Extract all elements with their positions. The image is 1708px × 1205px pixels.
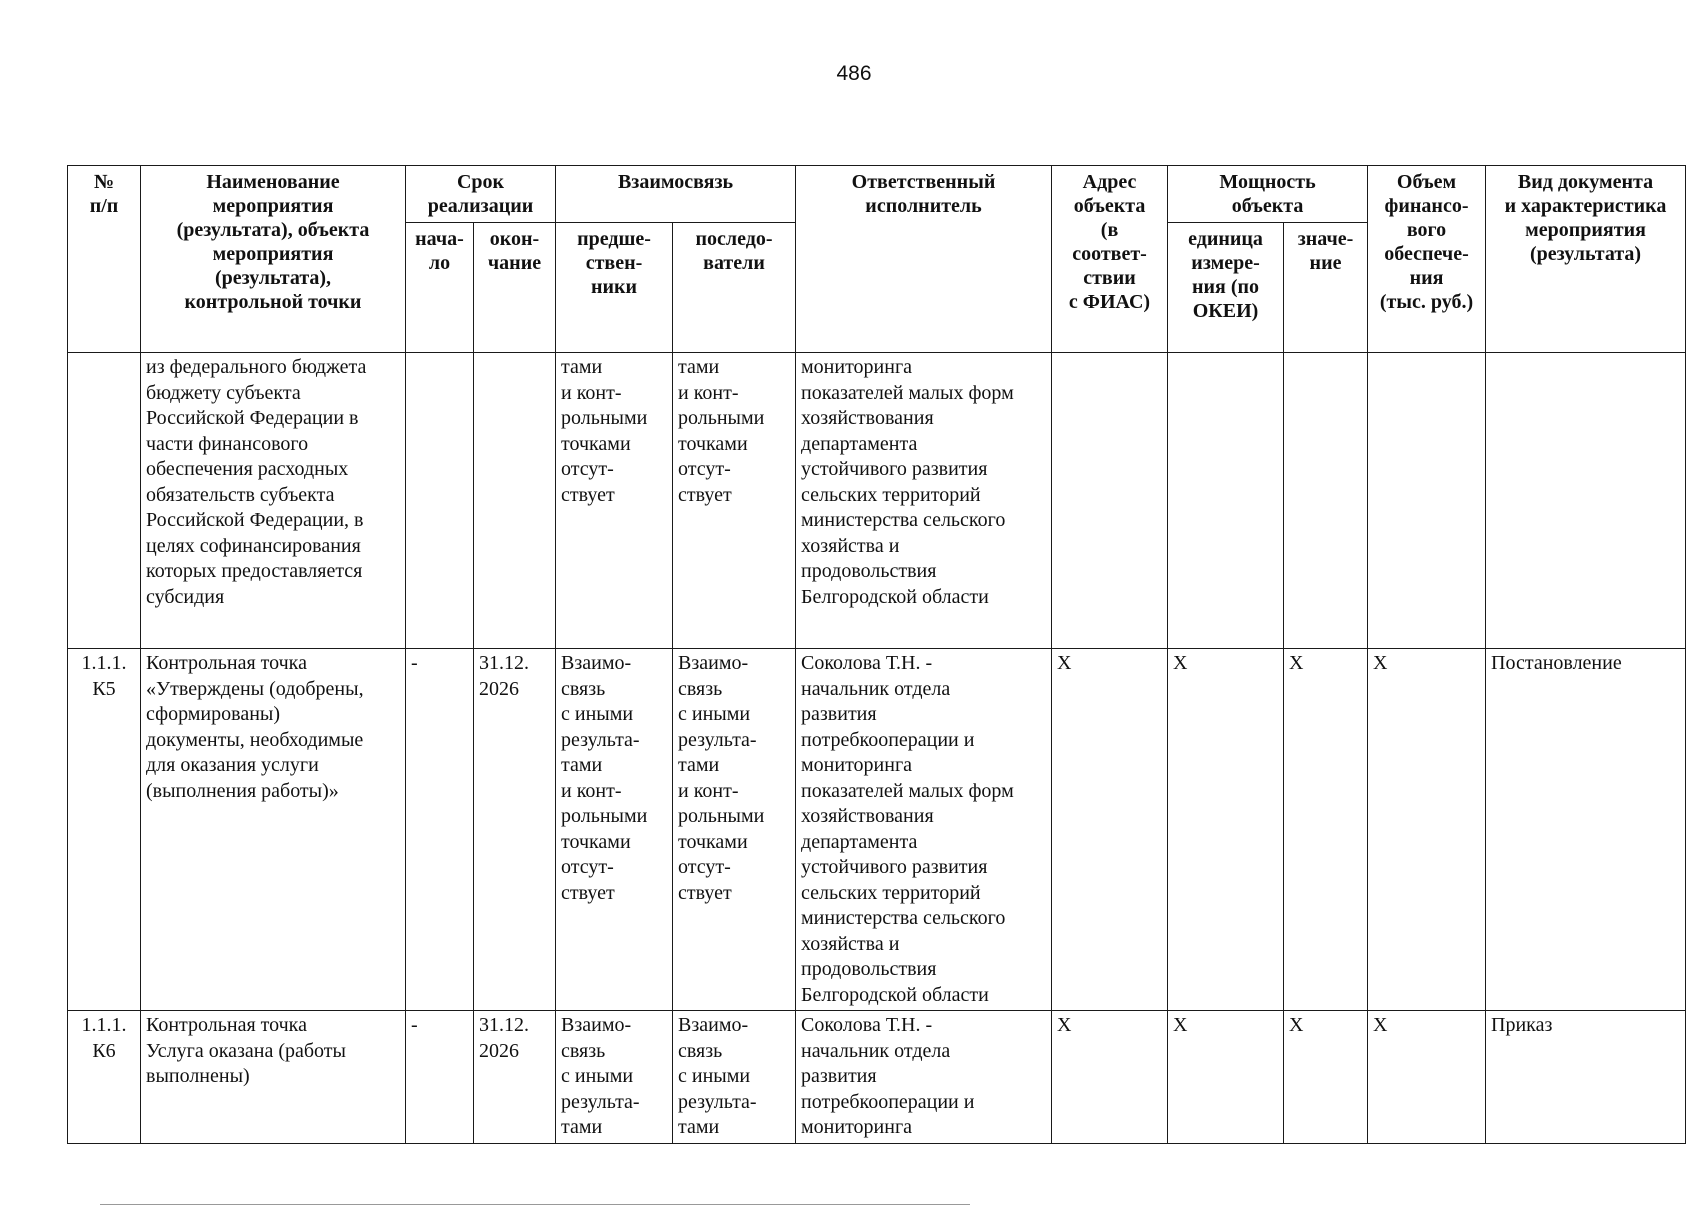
table-row xyxy=(68,353,1686,649)
header-capacity: Мощность объекта xyxy=(1168,166,1368,223)
cell-end xyxy=(474,353,556,649)
header-term: Срок реализации xyxy=(406,166,556,223)
cell-doc: Приказ xyxy=(1486,1011,1686,1144)
table-row xyxy=(68,649,1686,1011)
header-link-next: последо- ватели xyxy=(673,223,796,353)
events-table xyxy=(67,165,1686,1144)
cell-name: из федерального бюджета бюджету субъекта Российской Федерации в части финансового обеспечения расходных обязательств субъекта Российской Федерации, в целях софинансирования которых предоставляется субсидия xyxy=(141,353,406,649)
header-capacity-value: значе- ние xyxy=(1284,223,1368,353)
cell-value xyxy=(1284,353,1368,649)
cell-end: 31.12. 2026 xyxy=(474,649,556,1011)
cell-finance: X xyxy=(1368,1011,1486,1144)
cell-name: Контрольная точка Услуга оказана (работы выполнены) xyxy=(141,1011,406,1144)
cell-num xyxy=(68,353,141,649)
cell-value: X xyxy=(1284,1011,1368,1144)
header-responsible: Ответственный исполнитель xyxy=(796,166,1052,353)
header-link-prev: предше- ствен- ники xyxy=(556,223,673,353)
header-num: № п/п xyxy=(68,166,141,353)
header-doc-type: Вид документа и характеристика мероприятия (результата) xyxy=(1486,166,1686,353)
cell-value: X xyxy=(1284,649,1368,1011)
cell-end: 31.12. 2026 xyxy=(474,1011,556,1144)
header-term-end: окон- чание xyxy=(474,223,556,353)
header-term-start: нача- ло xyxy=(406,223,474,353)
page-number: 486 xyxy=(836,62,872,85)
header-name: Наименование мероприятия (результата), объекта мероприятия (результата), контрольной точки xyxy=(141,166,406,353)
cell-num: 1.1.1. К6 xyxy=(68,1011,141,1144)
cell-start xyxy=(406,353,474,649)
header-capacity-unit: единица измере- ния (по ОКЕИ) xyxy=(1168,223,1284,353)
cell-prev: тами и конт- рольными точками отсут- ствует xyxy=(556,353,673,649)
table-row xyxy=(68,1011,1686,1144)
cell-prev: Взаимо- связь с иными результа- тами xyxy=(556,1011,673,1144)
cell-unit: X xyxy=(1168,1011,1284,1144)
cell-address xyxy=(1052,353,1168,649)
cell-next: тами и конт- рольными точками отсут- ствует xyxy=(673,353,796,649)
cell-responsible: мониторинга показателей малых форм хозяйствования департамента устойчивого развития сельских территорий министерства сельского хозяйства и продовольствия Белгородской области xyxy=(796,353,1052,649)
cell-finance xyxy=(1368,353,1486,649)
cell-finance: X xyxy=(1368,649,1486,1011)
cell-next: Взаимо- связь с иными результа- тами и конт- рольными точками отсут- ствует xyxy=(673,649,796,1011)
header-link: Взаимосвязь xyxy=(556,166,796,223)
cell-responsible: Соколова Т.Н. - начальник отдела развития потребкооперации и мониторинга xyxy=(796,1011,1052,1144)
cell-doc: Постановление xyxy=(1486,649,1686,1011)
header-address: Адрес объекта (в соответ- ствии с ФИАС) xyxy=(1052,166,1168,353)
cell-unit: X xyxy=(1168,649,1284,1011)
cell-start: - xyxy=(406,649,474,1011)
cell-unit xyxy=(1168,353,1284,649)
cell-prev: Взаимо- связь с иными результа- тами и конт- рольными точками отсут- ствует xyxy=(556,649,673,1011)
cell-address: X xyxy=(1052,1011,1168,1144)
cell-num: 1.1.1. К5 xyxy=(68,649,141,1011)
header-finance: Объем финансо- вого обеспече- ния (тыс. руб.) xyxy=(1368,166,1486,353)
cell-doc xyxy=(1486,353,1686,649)
cell-address: X xyxy=(1052,649,1168,1011)
cell-next: Взаимо- связь с иными результа- тами xyxy=(673,1011,796,1144)
cell-start: - xyxy=(406,1011,474,1144)
cell-name: Контрольная точка «Утверждены (одобрены, сформированы) документы, необходимые для оказания услуги (выполнения работы)» xyxy=(141,649,406,1011)
cell-responsible: Соколова Т.Н. - начальник отдела развития потребкооперации и мониторинга показателей малых форм хозяйствования департамента устойчивого развития сельских территорий министерства сельского хозяйства и продовольствия Белгородской области xyxy=(796,649,1052,1011)
